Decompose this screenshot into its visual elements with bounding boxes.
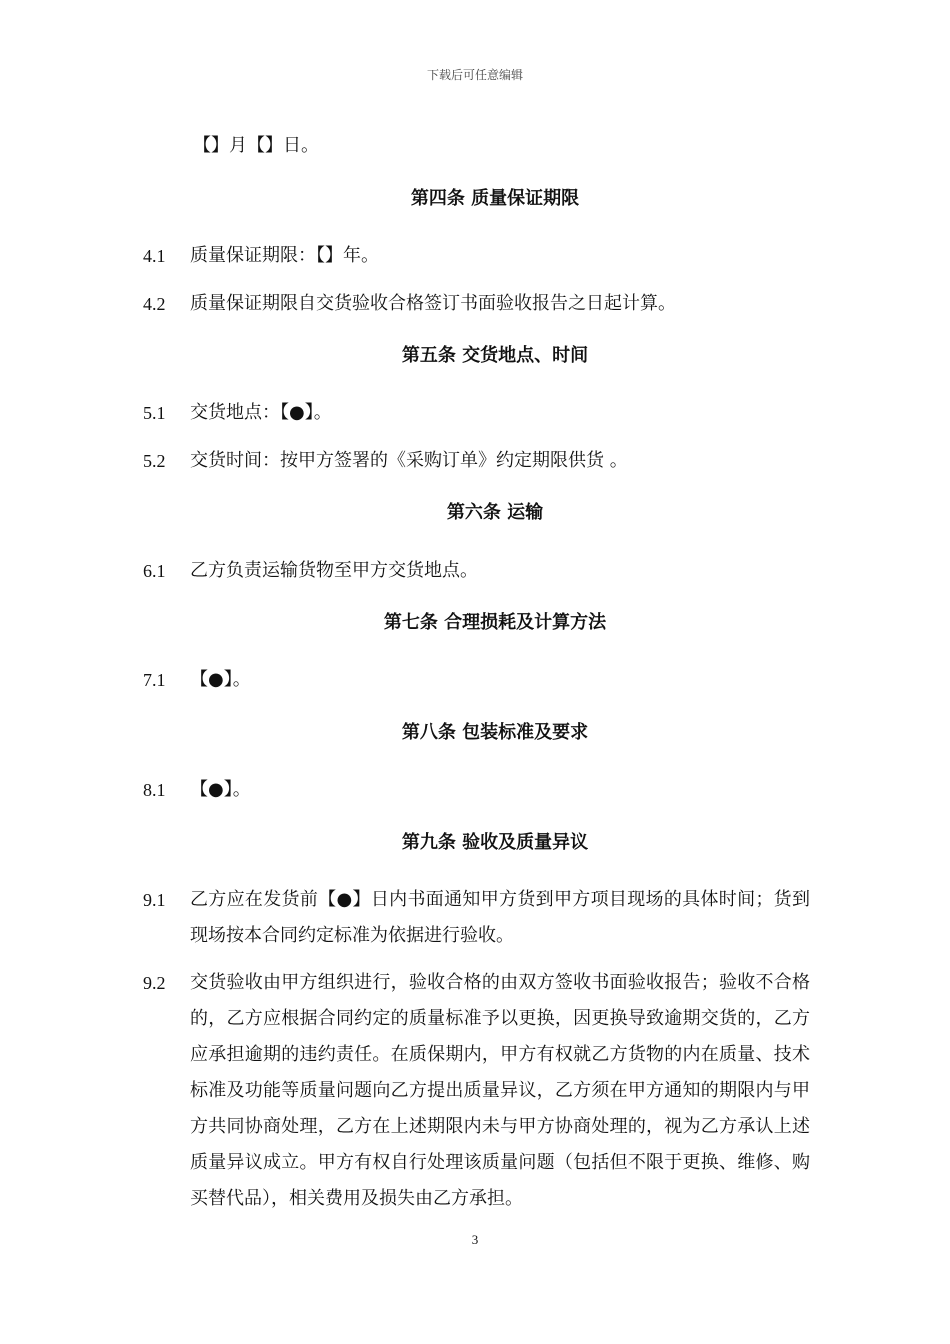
- clause-text: 交货验收由甲方组织进行，验收合格的由双方签收书面验收报告；验收不合格的，乙方应根据合同约定的质量标准予以更换，因更换导致逾期交货的，乙方应承担逾期的违约责任。在质保期内，甲方有权就乙方货物的内在质量、技术标准及功能等质量问题向乙方提出质量异议，乙方须在甲方通知的期限内与甲方共同协商处理，乙方在上述期限内未与甲方协商处理的，视为乙方承认上述质量异议成立。甲方有权自行处理该质量问题（包括但不限于更换、维修、购买替代品），相关费用及损失由乙方承担。: [190, 972, 810, 1209]
- clause-number: 4.1: [143, 246, 166, 266]
- clause-number: 4.2: [143, 294, 166, 314]
- clause-text: 交货时间：按甲方签署的《采购订单》约定期限供货 。: [190, 450, 628, 471]
- clause-text: 质量保证期限自交货验收合格签订书面验收报告之日起计算。: [190, 293, 676, 314]
- section-title-6: 第六条 运输: [446, 502, 544, 523]
- clause-text: 交货地点：【●】。: [190, 402, 332, 423]
- clause-number: 5.1: [143, 403, 166, 423]
- section-title-8: 第八条 包装标准及要求: [401, 722, 589, 743]
- clause-text: 乙方应在发货前【●】日内书面通知甲方货到甲方项目现场的具体时间；货到现场按本合同约定标准为依据进行验收。: [190, 889, 810, 946]
- clause-number: 7.1: [143, 670, 166, 690]
- clause-text: 质量保证期限：【】年。: [190, 245, 379, 266]
- page-number: 3: [471, 1232, 479, 1247]
- clause-number: 5.2: [143, 451, 166, 471]
- clause-number: 8.1: [143, 780, 166, 800]
- page-header: 下载后可任意编辑: [426, 68, 523, 82]
- clause-number: 9.1: [143, 890, 166, 910]
- section-title-9: 第九条 验收及质量异议: [401, 832, 589, 853]
- date-line: 【】月【】日。: [193, 135, 319, 156]
- clause-number: 6.1: [143, 561, 166, 581]
- clause-text: 【●】。: [190, 669, 251, 690]
- section-title-4: 第四条 质量保证期限: [410, 188, 580, 209]
- section-title-5: 第五条 交货地点、时间: [401, 345, 589, 366]
- clause-text: 乙方负责运输货物至甲方交货地点。: [190, 560, 478, 581]
- clause-text: 【●】。: [190, 779, 251, 800]
- clause-number: 9.2: [143, 973, 166, 993]
- section-title-7: 第七条 合理损耗及计算方法: [383, 612, 607, 633]
